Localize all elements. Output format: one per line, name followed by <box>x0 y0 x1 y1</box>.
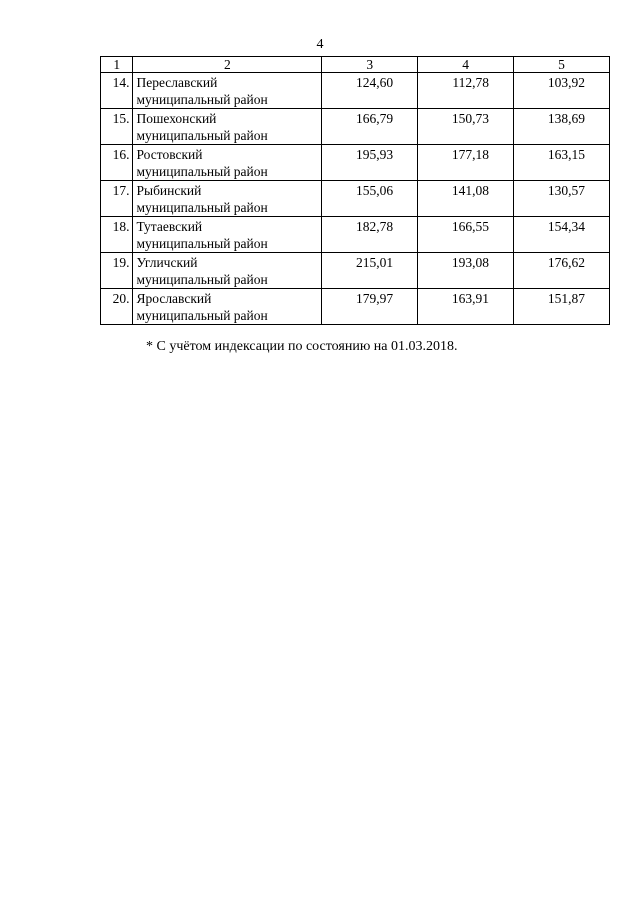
value-col4-cell: 112,78 <box>418 73 514 109</box>
value-col3-cell: 179,97 <box>322 289 418 325</box>
district-name-line2: муниципальный район <box>136 308 268 323</box>
header-cell-4: 4 <box>418 57 514 73</box>
page-number: 4 <box>316 37 324 52</box>
value-col5-cell: 103,92 <box>514 73 610 109</box>
district-name-line1: Переславский <box>136 75 218 90</box>
row-number-cell: 17. <box>101 181 133 217</box>
row-number-cell: 18. <box>101 217 133 253</box>
district-name-line1: Тутаевский <box>136 219 203 234</box>
value-col3-cell: 215,01 <box>322 253 418 289</box>
district-name-cell <box>133 253 322 289</box>
value-col3-cell: 195,93 <box>322 145 418 181</box>
value-col5-cell: 130,57 <box>514 181 610 217</box>
value-col3-cell: 182,78 <box>322 217 418 253</box>
table-row <box>101 253 610 289</box>
district-name-cell <box>133 145 322 181</box>
value-col5-cell: 154,34 <box>514 217 610 253</box>
row-number-cell: 14. <box>101 73 133 109</box>
district-name-line2: муниципальный район <box>136 200 268 215</box>
value-col4-cell: 141,08 <box>418 181 514 217</box>
value-col4-cell: 193,08 <box>418 253 514 289</box>
district-name-line2: муниципальный район <box>136 128 268 143</box>
header-cell-5: 5 <box>514 57 610 73</box>
value-col4-cell: 177,18 <box>418 145 514 181</box>
value-col3-cell: 155,06 <box>322 181 418 217</box>
table-row <box>101 217 610 253</box>
header-cell-2: 2 <box>133 57 322 73</box>
value-col4-cell: 163,91 <box>418 289 514 325</box>
district-name-cell <box>133 109 322 145</box>
value-col4-cell: 166,55 <box>418 217 514 253</box>
value-col5-cell: 138,69 <box>514 109 610 145</box>
data-table <box>100 56 610 325</box>
district-name-line1: Пошехонский <box>136 111 217 126</box>
district-name-line2: муниципальный район <box>136 236 268 251</box>
row-number-cell: 15. <box>101 109 133 145</box>
district-name-line1: Угличский <box>136 255 198 270</box>
footnote: * С учётом индексации по состоянию на 01.03.2018. <box>146 339 458 354</box>
value-col5-cell: 163,15 <box>514 145 610 181</box>
row-number-cell: 16. <box>101 145 133 181</box>
table-row <box>101 181 610 217</box>
table-row <box>101 109 610 145</box>
value-col5-cell: 151,87 <box>514 289 610 325</box>
header-cell-3: 3 <box>322 57 418 73</box>
district-name-line1: Ярославский <box>136 291 212 306</box>
value-col3-cell: 166,79 <box>322 109 418 145</box>
value-col5-cell: 176,62 <box>514 253 610 289</box>
row-number-cell: 20. <box>101 289 133 325</box>
district-name-line2: муниципальный район <box>136 92 268 107</box>
table-row <box>101 73 610 109</box>
header-cell-1: 1 <box>101 57 133 73</box>
district-name-line2: муниципальный район <box>136 272 268 287</box>
table-row <box>101 145 610 181</box>
district-name-cell <box>133 181 322 217</box>
row-number-cell: 19. <box>101 253 133 289</box>
value-col4-cell: 150,73 <box>418 109 514 145</box>
district-name-cell <box>133 73 322 109</box>
table-row <box>101 289 610 325</box>
district-name-line2: муниципальный район <box>136 164 268 179</box>
table-header-row <box>101 57 610 73</box>
district-name-cell <box>133 217 322 253</box>
value-col3-cell: 124,60 <box>322 73 418 109</box>
district-name-cell <box>133 289 322 325</box>
district-name-line1: Ростовский <box>136 147 203 162</box>
district-name-line1: Рыбинский <box>136 183 202 198</box>
